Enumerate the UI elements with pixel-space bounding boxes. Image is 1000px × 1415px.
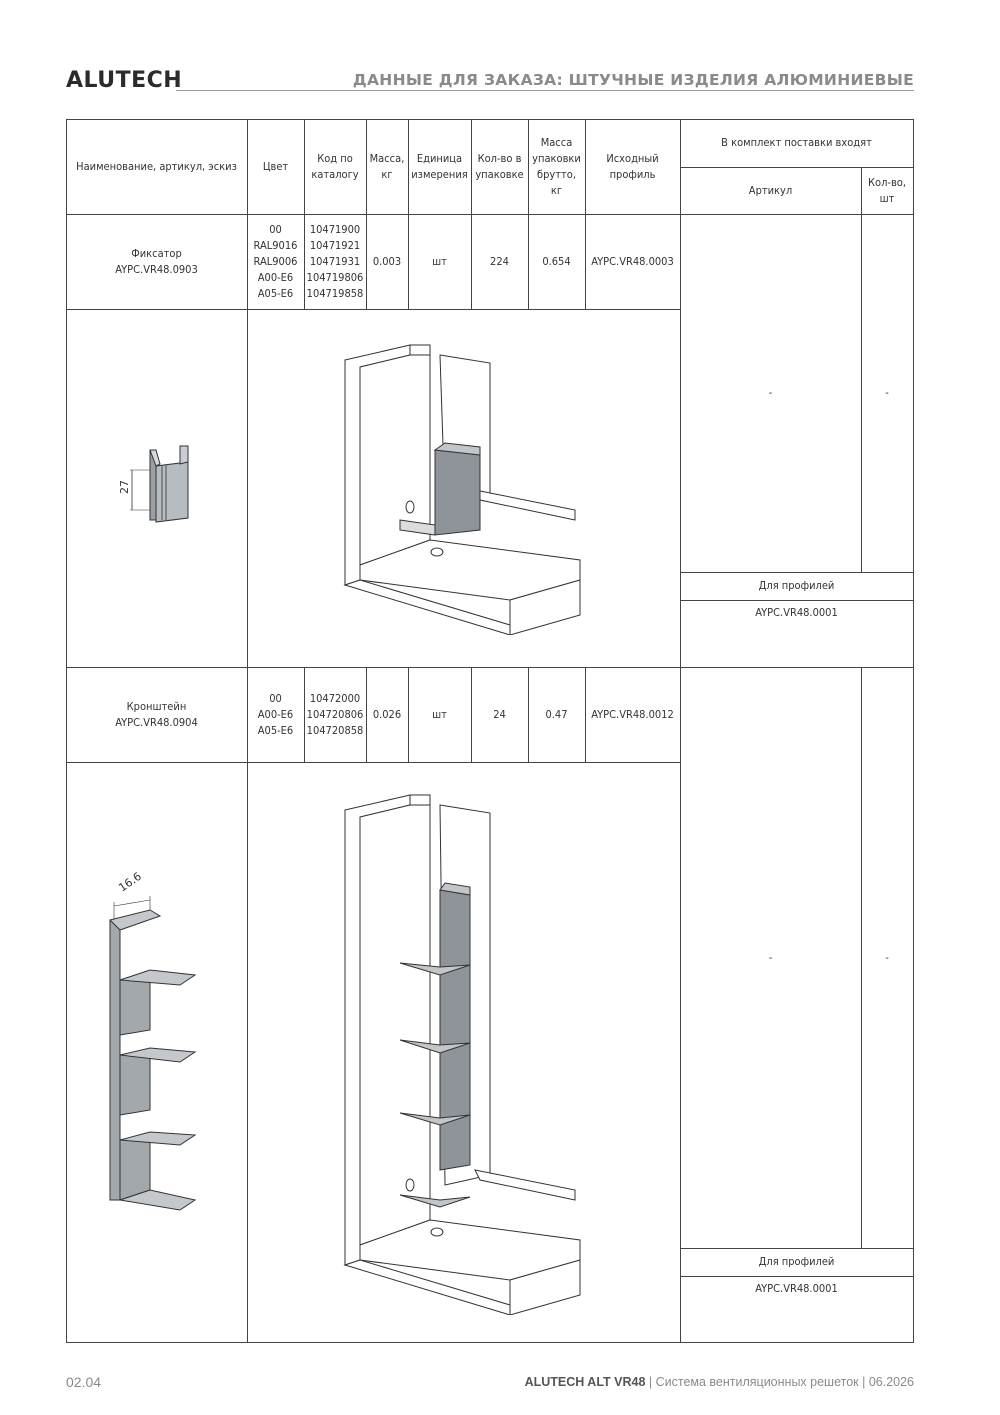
footer-brand: ALUTECH ALT VR48 — [524, 1375, 646, 1389]
brand-logo: ALUTECH — [66, 68, 183, 93]
row1-source-profile: AYPC.VR48.0003 — [591, 254, 674, 268]
row2-for-profiles-value: AYPC.VR48.0001 — [755, 1282, 838, 1295]
row1-name: Фиксатор AYPC.VR48.0903 — [115, 246, 198, 276]
header-color: Цвет — [262, 159, 289, 173]
row2-qty-pack: 24 — [493, 707, 506, 721]
row1-codes: 10471900 10471921 10471931 104719806 104719858 — [306, 222, 364, 300]
row2-name: Кронштейн AYPC.VR48.0904 — [115, 699, 198, 729]
row1-mass-gross: 0.654 — [542, 254, 571, 268]
row1-qty-pack: 224 — [490, 254, 509, 268]
row2-kit-qty: - — [885, 950, 889, 964]
page-title: ДАННЫЕ ДЛЯ ЗАКАЗА: ШТУЧНЫЕ ИЗДЕЛИЯ АЛЮМИНИЕВЫЕ — [352, 71, 914, 89]
row1-assembly-drawing — [330, 335, 600, 635]
row1-colors: 00 RAL9016 RAL9006 A00-E6 A05-E6 — [253, 222, 298, 300]
row1-unit: шт — [432, 254, 447, 268]
header-catalog-code: Код по каталогу — [311, 151, 359, 181]
row2-for-profiles-label: Для профилей — [758, 1255, 835, 1268]
row2-dimension-label: 16.6 — [116, 870, 144, 895]
header-kit-qty: Кол-во, шт — [867, 175, 906, 205]
row2-kit-article: - — [768, 950, 773, 964]
header-source-profile: Исходный профиль — [606, 151, 659, 181]
row1-mass: 0.003 — [372, 254, 402, 268]
header-name: Наименование, артикул, эскиз — [76, 159, 237, 173]
row2-colors: 00 A00-E6 A05-E6 — [257, 691, 294, 737]
footer-caption — [525, 1375, 914, 1389]
header-mass-gross: Масса упаковки брутто, кг — [532, 135, 581, 197]
header-kit: В комплект поставки входят — [721, 136, 872, 149]
row2-mass-gross: 0.47 — [545, 707, 568, 721]
row1-dimension-label: 27 — [118, 480, 131, 494]
header-unit: Единица измерения — [411, 151, 468, 181]
header-mass: Масса, кг — [369, 151, 405, 181]
row2-mass: 0.026 — [372, 707, 402, 721]
row2-part-sketch — [100, 870, 220, 1230]
row2-source-profile: AYPC.VR48.0012 — [591, 707, 674, 721]
row1-kit-qty: - — [885, 386, 889, 399]
header-qty-pack: Кол-во в упаковке — [475, 151, 524, 181]
row1-part-sketch — [100, 430, 210, 540]
row1-for-profiles-label: Для профилей — [758, 579, 835, 592]
page-number: 02.04 — [66, 1374, 102, 1390]
row2-codes: 10472000 104720806 104720858 — [306, 691, 364, 737]
row2-unit: шт — [432, 707, 447, 721]
row1-for-profiles-value: AYPC.VR48.0001 — [755, 606, 838, 619]
row2-assembly-drawing — [330, 785, 600, 1315]
footer-text: | Система вентиляционных решеток | 06.2026 — [645, 1375, 914, 1389]
header-kit-article: Артикул — [748, 183, 793, 197]
header-rule — [176, 90, 914, 91]
row1-kit-article: - — [768, 386, 773, 399]
